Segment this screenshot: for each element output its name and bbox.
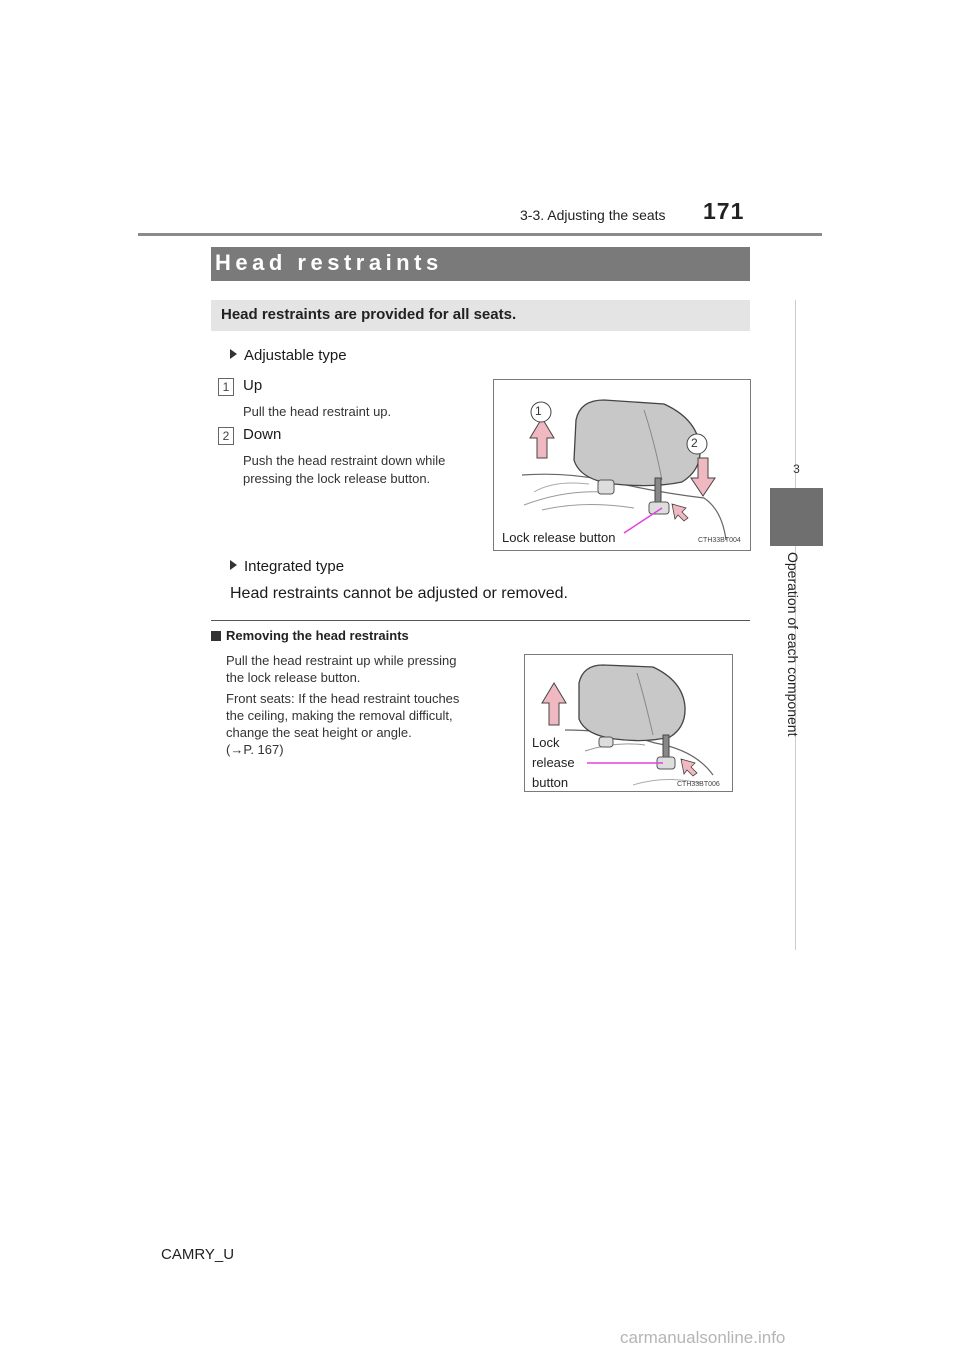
removing-para-1: Pull the head restraint up while pressing the lock release button. (226, 653, 457, 685)
chapter-tab[interactable] (770, 488, 823, 546)
figure-adjustable-head-restraint (493, 379, 751, 551)
section-breadcrumb: 3-3. Adjusting the seats (520, 207, 666, 223)
intro-text: Head restraints are provided for all seats. (221, 306, 517, 323)
section-divider (211, 620, 750, 621)
removing-para-2: Front seats: If the head restraint touches the ceiling, making the removal difficult, change the seat height or angle. (→P. 167) (226, 690, 507, 758)
page-number: 171 (703, 198, 745, 224)
figure-label-lock-release: Lock release button (502, 530, 616, 545)
page-title: Head restraints (215, 250, 443, 275)
integrated-type-label: Integrated type (230, 558, 344, 575)
chapter-label: Operation of each component (785, 552, 801, 737)
step-heading-down: Down (243, 426, 282, 443)
removing-heading: Removing the head restraints (211, 628, 409, 643)
figure-callout-1: 1 (535, 404, 542, 418)
step-heading-up: Up (243, 377, 263, 394)
figure-code: CTH33BT004 (698, 537, 741, 544)
figure2-label-lock-release: Lock release button (532, 735, 575, 790)
step-number-1: 1 (218, 378, 234, 396)
footer-model: CAMRY_U (161, 1246, 235, 1263)
triangle-bullet-icon (230, 560, 237, 570)
header-divider (138, 233, 822, 236)
triangle-bullet-icon (230, 349, 237, 359)
integrated-type-text: Head restraints cannot be adjusted or removed. (230, 585, 568, 602)
square-bullet-icon (211, 631, 221, 641)
figure-removing-head-restraint (524, 654, 733, 792)
step-desc-up: Pull the head restraint up. (243, 404, 392, 419)
watermark: carmanualsonline.info (620, 1328, 786, 1347)
step-number-2: 2 (218, 427, 234, 445)
page-reference-link[interactable]: (→P. 167) (226, 742, 284, 757)
step-desc-down: Push the head restraint down while pressing the lock release button. (243, 453, 446, 486)
adjustable-type-label: Adjustable type (230, 347, 347, 364)
figure-callout-2: 2 (691, 436, 698, 450)
chapter-number: 3 (793, 462, 800, 476)
figure2-code: CTH33BT006 (677, 781, 720, 788)
